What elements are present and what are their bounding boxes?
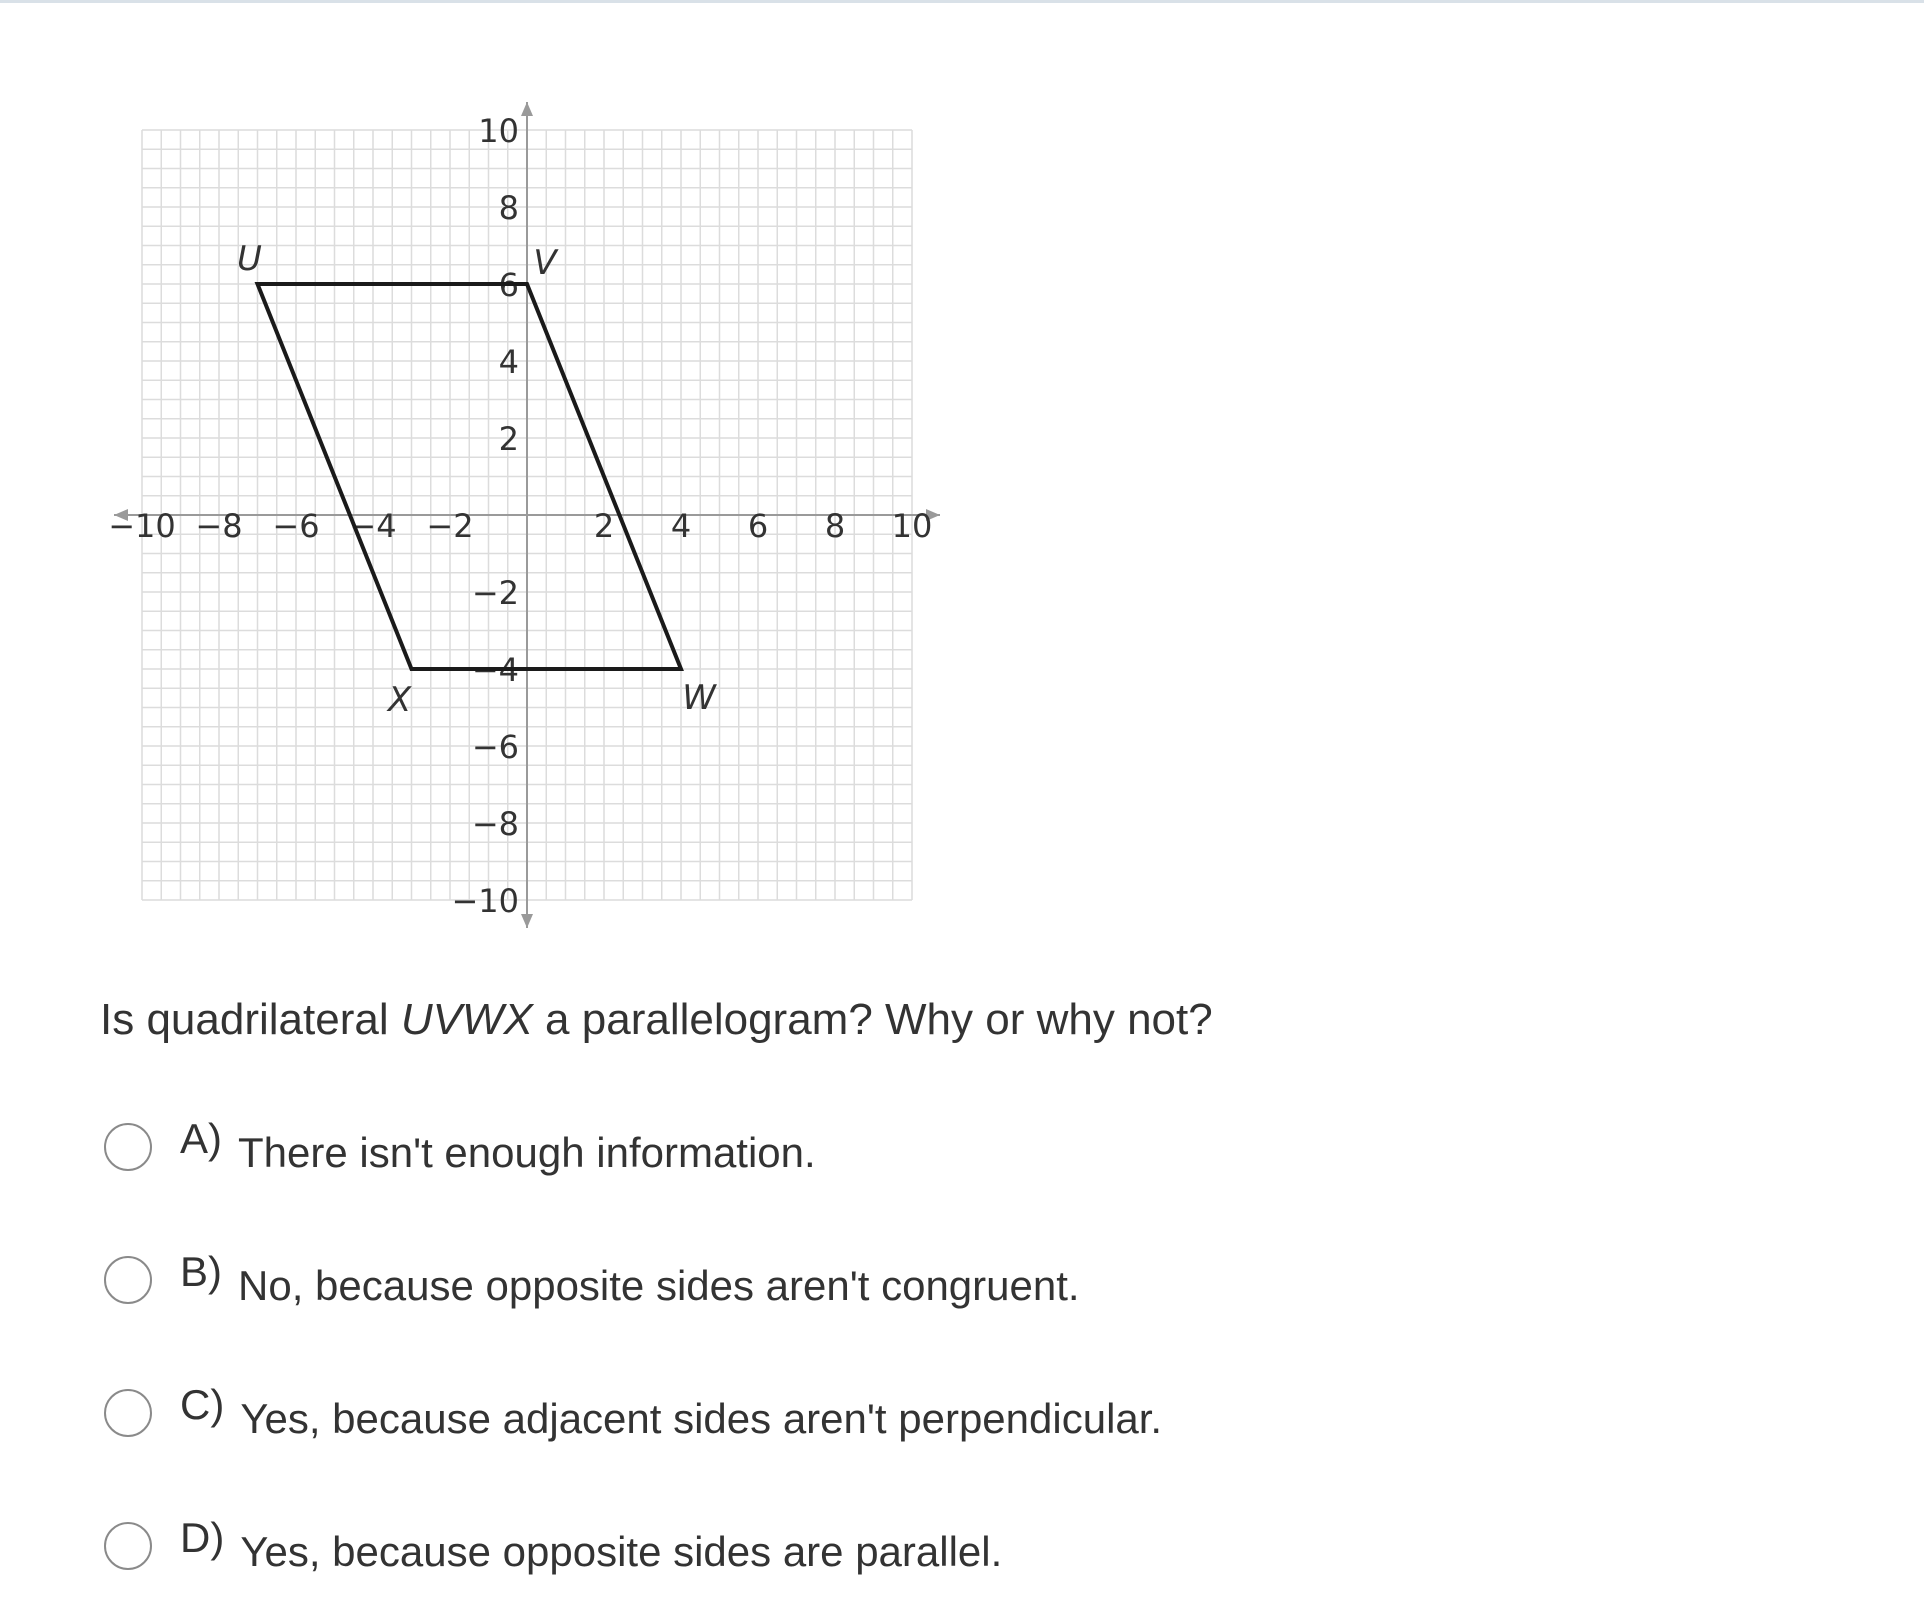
question-text xyxy=(100,995,1500,1045)
vertex-label-w: W xyxy=(682,678,716,718)
y-tick-label: −10 xyxy=(451,882,519,920)
option-letter-c: C) xyxy=(180,1381,225,1428)
vertex-label-v: V xyxy=(533,243,557,283)
y-tick-label: 4 xyxy=(498,343,519,381)
y-tick-label: 6 xyxy=(498,266,519,304)
x-tick-label: 2 xyxy=(593,507,615,545)
question-shape-name: UVWX xyxy=(400,995,533,1044)
answer-option-b[interactable] xyxy=(104,1245,1404,1315)
option-letter-b: B) xyxy=(180,1248,222,1295)
vertex-label-u: U xyxy=(237,239,262,279)
x-tick-label: −2 xyxy=(426,507,474,545)
answer-option-a[interactable] xyxy=(104,1112,1404,1182)
x-tick-label: 6 xyxy=(747,507,769,545)
option-text-c: Yes, because adjacent sides aren't perpendicular. xyxy=(240,1395,1163,1442)
radio-button-d[interactable] xyxy=(104,1522,152,1570)
y-tick-label: 8 xyxy=(498,189,519,227)
y-axis-up-arrow xyxy=(521,102,533,116)
y-tick-label: −6 xyxy=(471,728,519,766)
graph-canvas xyxy=(90,55,970,935)
option-text-a: There isn't enough information. xyxy=(238,1129,816,1176)
radio-button-a[interactable] xyxy=(104,1123,152,1171)
y-tick-label: −4 xyxy=(471,651,519,689)
option-letter-a: A) xyxy=(180,1115,222,1162)
x-tick-label: −8 xyxy=(195,507,243,545)
x-tick-label: 8 xyxy=(824,507,846,545)
question-prefix: Is quadrilateral xyxy=(100,995,401,1044)
radio-button-b[interactable] xyxy=(104,1256,152,1304)
y-tick-label: 10 xyxy=(478,112,519,150)
answer-option-d[interactable] xyxy=(104,1511,1404,1581)
answer-option-c[interactable] xyxy=(104,1378,1404,1448)
radio-button-c[interactable] xyxy=(104,1389,152,1437)
option-text-b: No, because opposite sides aren't congruent. xyxy=(238,1262,1080,1309)
x-tick-label: −10 xyxy=(108,507,176,545)
y-tick-label: −2 xyxy=(471,574,519,612)
top-divider xyxy=(0,0,1924,3)
y-tick-label: −8 xyxy=(471,805,519,843)
y-tick-label: 2 xyxy=(498,420,519,458)
vertex-label-x: X xyxy=(387,680,412,720)
option-letter-d: D) xyxy=(180,1514,225,1561)
x-tick-label: −6 xyxy=(272,507,320,545)
question-suffix: a parallelogram? Why or why not? xyxy=(532,995,1213,1044)
y-axis-down-arrow xyxy=(521,914,533,928)
coordinate-graph xyxy=(90,55,970,935)
x-tick-label: −4 xyxy=(349,507,397,545)
x-tick-label: 10 xyxy=(891,507,933,545)
option-text-d: Yes, because opposite sides are parallel. xyxy=(240,1528,1003,1575)
x-tick-label: 4 xyxy=(670,507,692,545)
